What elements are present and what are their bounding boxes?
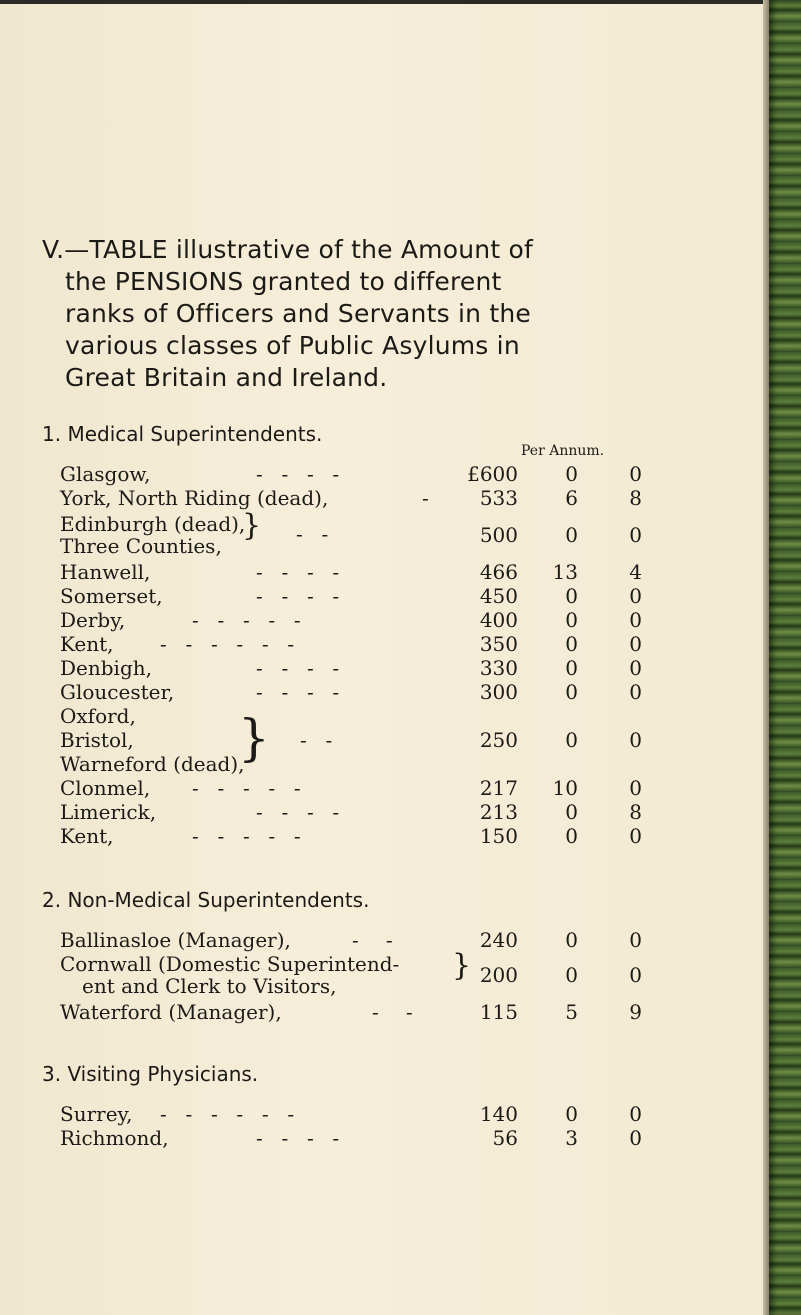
table-row — [60, 584, 650, 610]
row-pounds: 330 — [479, 656, 518, 680]
row-shillings: 0 — [565, 632, 578, 656]
row-pence: 0 — [629, 680, 642, 704]
section-heading: 3. Visiting Physicians. — [42, 1062, 259, 1086]
table-row — [60, 462, 650, 488]
row-name: Edinburgh (dead), — [60, 512, 246, 536]
row-pence: 0 — [629, 1102, 642, 1126]
brace: } — [452, 948, 472, 983]
row-pounds: 350 — [479, 632, 518, 656]
row-shillings: 3 — [565, 1126, 578, 1150]
table-row — [60, 1000, 650, 1026]
row-pence: 0 — [629, 824, 642, 848]
row-shillings: 0 — [565, 523, 578, 547]
row-pence: 0 — [629, 728, 642, 752]
table-title — [42, 234, 662, 394]
row-name: Somerset, — [60, 584, 163, 608]
title-line: ranks of Officers and Servants in the — [65, 299, 531, 328]
row-pence: 0 — [629, 608, 642, 632]
row-shillings: 0 — [565, 656, 578, 680]
leader-dashes: - - - - — [256, 462, 342, 486]
row-pence: 0 — [629, 776, 642, 800]
row-shillings: 0 — [565, 462, 578, 486]
leader-dashes: - - — [296, 522, 331, 546]
section-heading: 1. Medical Superintendents. — [42, 422, 323, 446]
row-name: Surrey, — [60, 1102, 133, 1126]
leader-dashes: - - - - — [256, 1126, 342, 1150]
row-name: Kent, — [60, 824, 114, 848]
leader-dashes: - - - - — [256, 680, 342, 704]
brace: } — [242, 508, 262, 543]
leader-dashes: - - - - - - — [160, 1102, 297, 1126]
table-row — [60, 776, 650, 802]
row-pence: 0 — [629, 632, 642, 656]
title-line: various classes of Public Asylums in — [65, 331, 520, 360]
row-pence: 9 — [629, 1000, 642, 1024]
table-row — [60, 680, 650, 706]
column-header: Per Annum. — [521, 443, 605, 459]
row-shillings: 0 — [565, 728, 578, 752]
top-edge — [0, 0, 801, 4]
row-name: Oxford, — [60, 704, 136, 728]
row-pence: 8 — [629, 800, 642, 824]
row-pounds: 250 — [479, 728, 518, 752]
table-row — [60, 928, 650, 954]
row-pence: 0 — [629, 656, 642, 680]
title-line: the PENSIONS granted to different — [65, 267, 502, 296]
row-pounds: 300 — [479, 680, 518, 704]
row-shillings: 0 — [565, 928, 578, 952]
table-row — [60, 632, 650, 658]
row-pounds: 213 — [479, 800, 518, 824]
table-row — [60, 1126, 650, 1152]
row-pounds: 56 — [492, 1126, 518, 1150]
title-line: Great Britain and Ireland. — [65, 363, 388, 392]
row-shillings: 0 — [565, 608, 578, 632]
table-row — [60, 824, 650, 850]
row-name: Denbigh, — [60, 656, 152, 680]
row-pence: 0 — [629, 584, 642, 608]
row-pence: 0 — [629, 928, 642, 952]
row-pence: 8 — [629, 486, 642, 510]
leader-dashes: - - - - — [256, 800, 342, 824]
leader-dashes: - - — [300, 728, 335, 752]
leader-dashes: - - - - — [256, 656, 342, 680]
row-pence: 0 — [629, 963, 642, 987]
row-name: Cornwall (Domestic Superintend- — [60, 952, 400, 976]
row-name: Glasgow, — [60, 462, 151, 486]
leader-dashes: - - - - — [256, 584, 342, 608]
row-pence: 0 — [629, 523, 642, 547]
leader-dashes: - - - - - — [192, 776, 303, 800]
table-row — [60, 560, 650, 586]
row-pounds: 140 — [479, 1102, 518, 1126]
leader-dashes: - - — [352, 928, 395, 952]
row-name-line-3: Warneford (dead), — [60, 752, 245, 776]
row-name: Gloucester, — [60, 680, 175, 704]
row-name: Hanwell, — [60, 560, 151, 584]
row-shillings: 10 — [552, 776, 578, 800]
leader-dashes: - - - - — [256, 560, 342, 584]
table-row — [60, 800, 650, 826]
row-pence: 0 — [629, 462, 642, 486]
row-name: Kent, — [60, 632, 114, 656]
row-pounds: 400 — [479, 608, 518, 632]
book-spine — [769, 0, 801, 1315]
row-shillings: 6 — [565, 486, 578, 510]
leader-dashes: - - - - - — [192, 608, 303, 632]
row-name-line-2: Bristol, — [60, 728, 134, 752]
row-name-line-2: Three Counties, — [60, 534, 222, 558]
row-name: Clonmel, — [60, 776, 151, 800]
row-shillings: 0 — [565, 800, 578, 824]
row-shillings: 0 — [565, 1102, 578, 1126]
row-pounds: 450 — [479, 584, 518, 608]
table-row — [60, 656, 650, 682]
table-row — [60, 704, 650, 776]
row-name: Ballinasloe (Manager), — [60, 928, 291, 952]
row-pounds: 115 — [479, 1000, 518, 1024]
row-pence: 0 — [629, 1126, 642, 1150]
table-row — [60, 608, 650, 634]
row-pounds: £600 — [467, 462, 518, 486]
row-shillings: 13 — [552, 560, 578, 584]
section-heading: 2. Non-Medical Superintendents. — [42, 888, 370, 912]
table-row — [60, 1102, 650, 1128]
row-name: York, North Riding (dead), — [60, 486, 329, 510]
row-shillings: 0 — [565, 584, 578, 608]
table-row — [60, 508, 650, 560]
row-name: Richmond, — [60, 1126, 169, 1150]
row-pence: 4 — [629, 560, 642, 584]
row-name: Derby, — [60, 608, 126, 632]
row-pounds: 240 — [479, 928, 518, 952]
row-shillings: 0 — [565, 680, 578, 704]
row-pounds: 533 — [479, 486, 518, 510]
row-name: Limerick, — [60, 800, 157, 824]
title-line: V.—TABLE illustrative of the Amount of — [42, 235, 533, 264]
brace: } — [238, 709, 270, 767]
leader-dashes: - - - - - — [192, 824, 303, 848]
leader-dashes: - — [422, 486, 431, 510]
row-pounds: 217 — [479, 776, 518, 800]
leader-dashes: - - - - - - — [160, 632, 297, 656]
row-name-line-2: ent and Clerk to Visitors, — [82, 974, 337, 998]
table-row — [60, 948, 650, 1000]
row-pounds: 500 — [479, 523, 518, 547]
leader-dashes: - - — [372, 1000, 415, 1024]
row-shillings: 5 — [565, 1000, 578, 1024]
row-shillings: 0 — [565, 824, 578, 848]
row-pounds: 466 — [479, 560, 518, 584]
row-pounds: 200 — [479, 963, 518, 987]
row-name: Waterford (Manager), — [60, 1000, 282, 1024]
table-row — [60, 486, 650, 512]
row-shillings: 0 — [565, 963, 578, 987]
row-pounds: 150 — [479, 824, 518, 848]
